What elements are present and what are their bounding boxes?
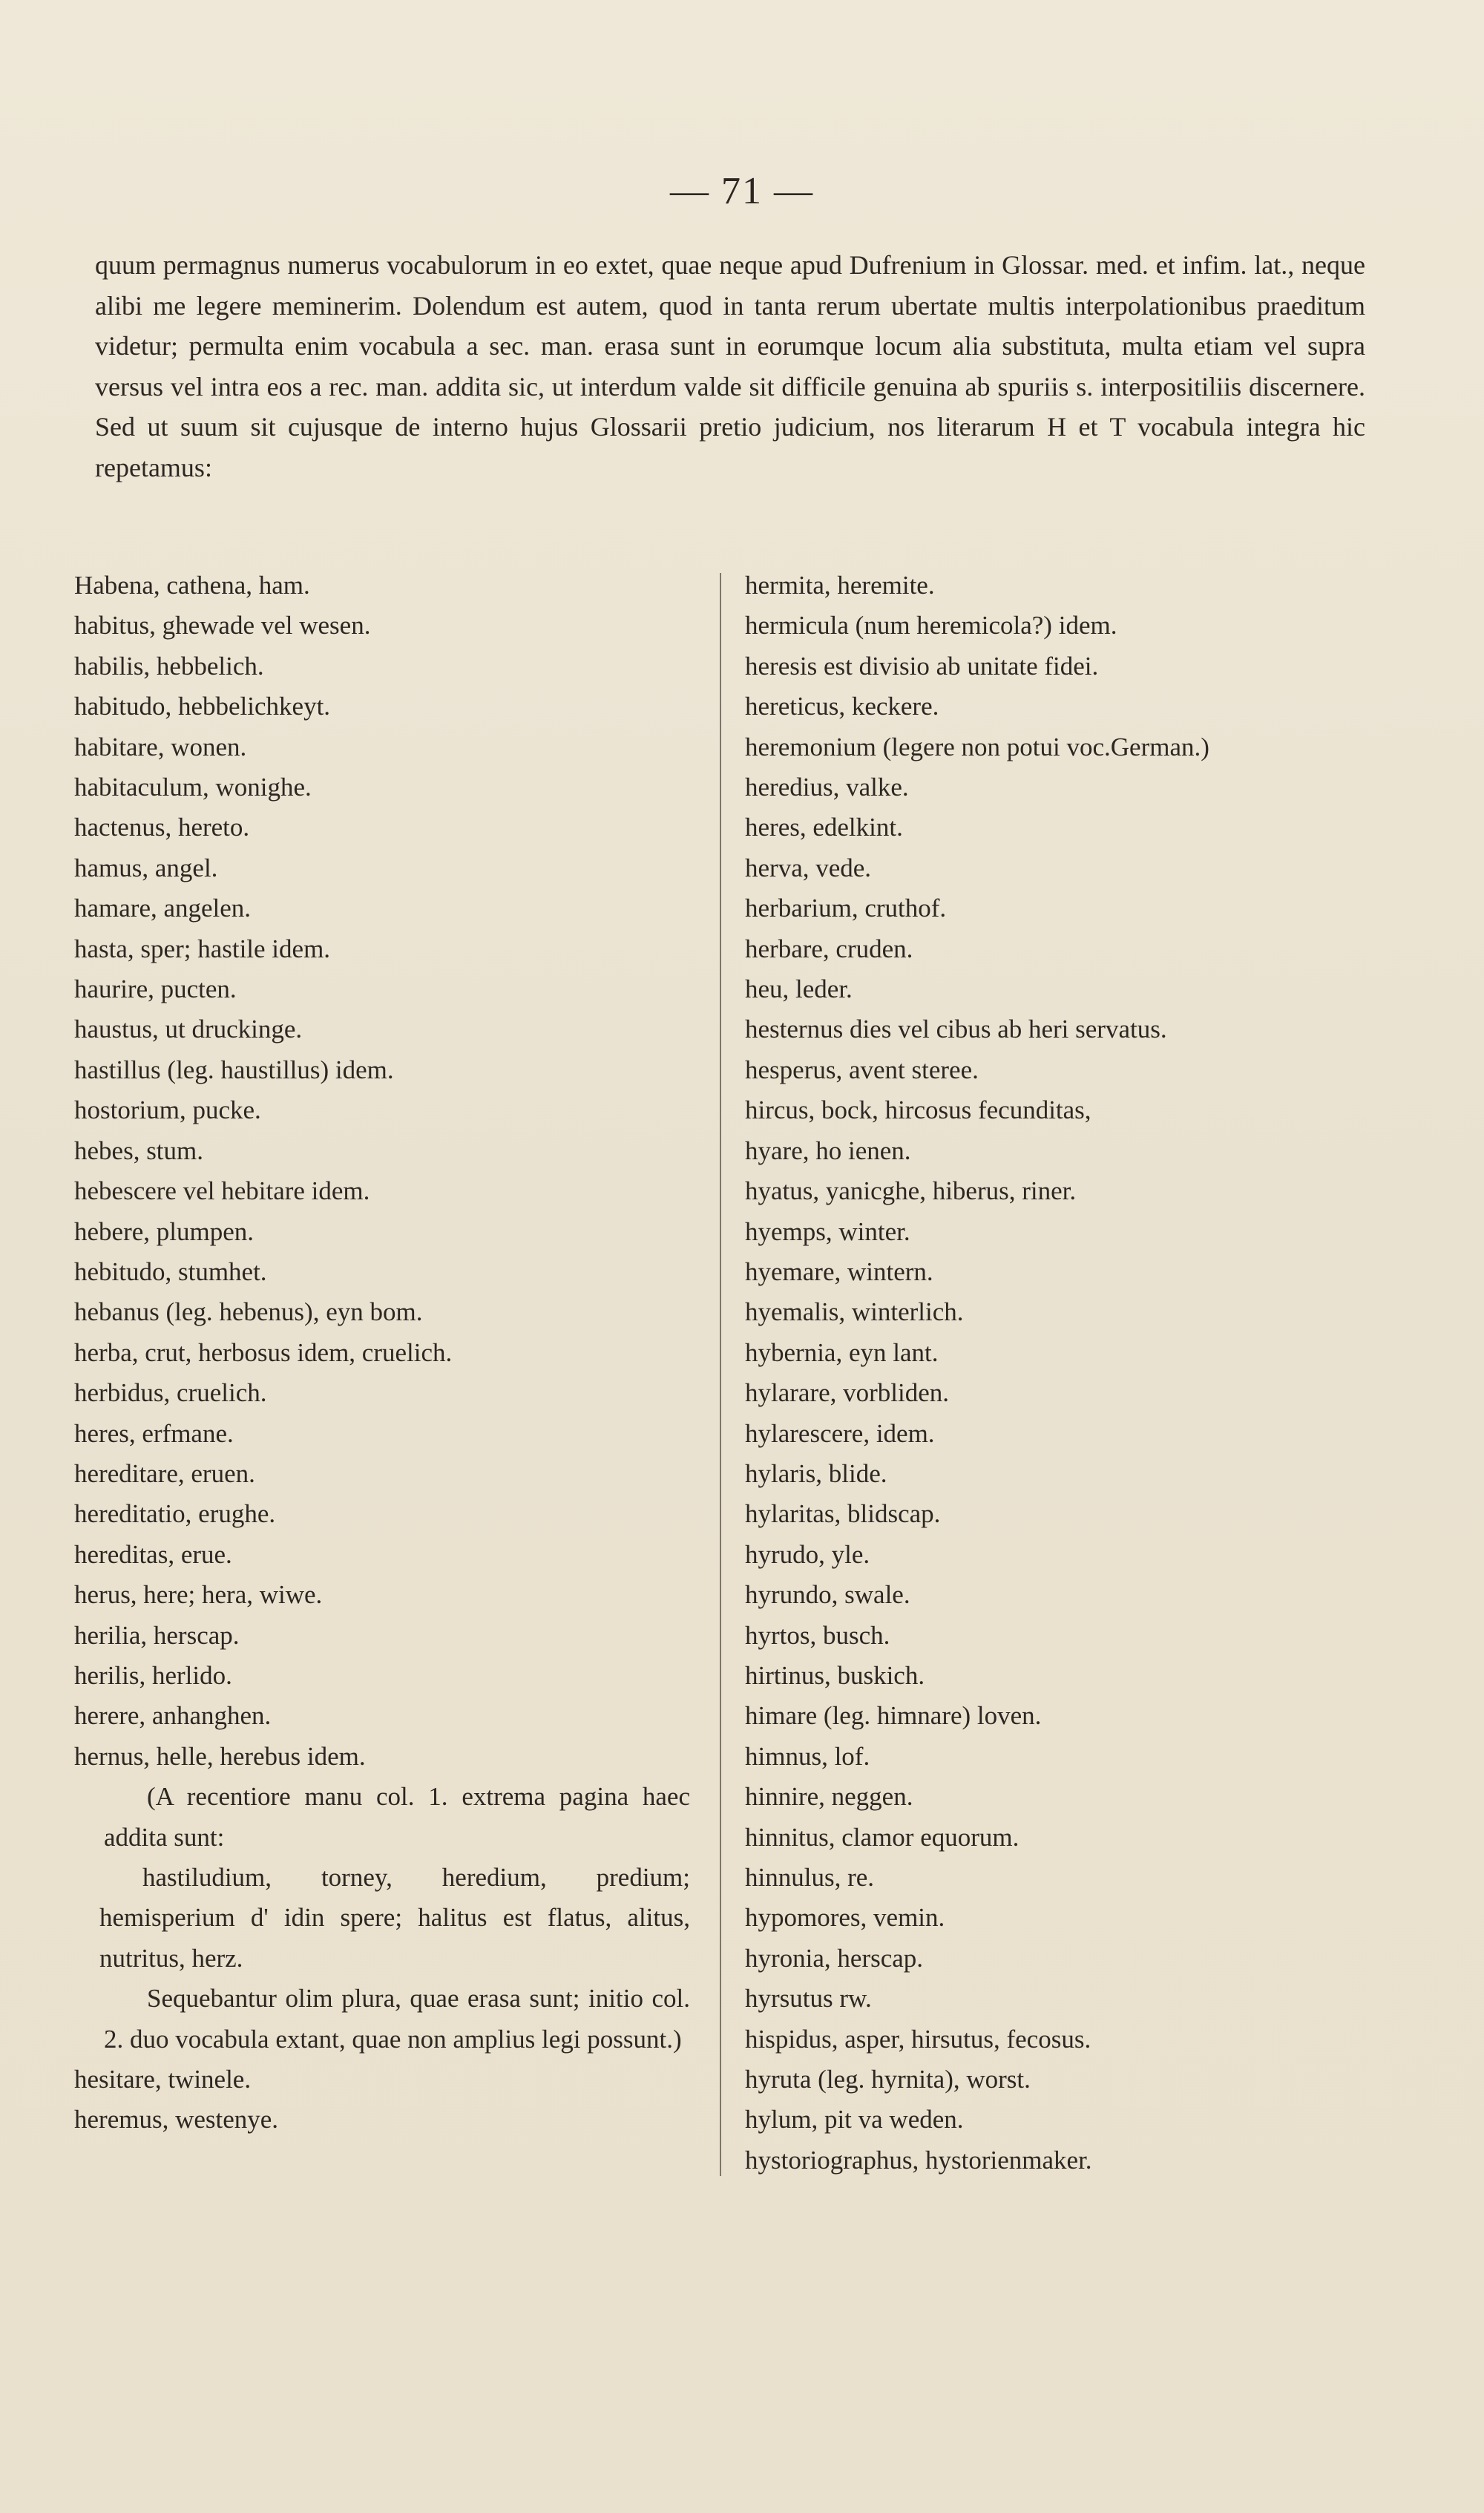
glossary-entry: herilis, herlido. xyxy=(74,1660,232,1690)
glossary-entry: hastillus (leg. haustillus) idem. xyxy=(74,1055,394,1084)
glossary-entry: hebanus (leg. hebenus), eyn bom. xyxy=(74,1297,423,1327)
editor-note-additions: hastiludium, torney, heredium, predium; hemisperium d' idin spere; halitus est flatus, alitus, nutritus, herz. xyxy=(99,1863,690,1973)
glossary-entry: heremonium (legere non potui voc.German.) xyxy=(745,732,1209,761)
glossary-entry: hypomores, vemin. xyxy=(745,1903,945,1933)
glossary-entry: hereditatio, erughe. xyxy=(74,1499,276,1529)
glossary-entry: heu, leder. xyxy=(745,974,853,1004)
glossary-entry: himnus, lof. xyxy=(745,1741,870,1771)
glossary-entry: hyatus, yanicghe, hiberus, riner. xyxy=(745,1176,1077,1206)
glossary-entry: hylarescere, idem. xyxy=(745,1418,935,1448)
glossary-entry: heres, erfmane. xyxy=(74,1418,234,1448)
glossary-entry: hostorium, pucke. xyxy=(74,1095,261,1125)
glossary-entry: hactenus, hereto. xyxy=(74,813,250,842)
editor-note-erasure: Sequebantur olim plura, quae erasa sunt; initio col. 2. duo vocabula extant, quae non amplius legi possunt.) xyxy=(104,1984,690,2054)
glossary-entry: herva, vede. xyxy=(745,853,872,882)
glossary-entry: himare (leg. himnare) loven. xyxy=(745,1701,1042,1731)
glossary-entry: herbarium, cruthof. xyxy=(745,894,947,923)
glossary-entry: hyronia, herscap. xyxy=(745,1943,924,1973)
glossary-entry: hispidus, asper, hirsutus, fecosus. xyxy=(745,2024,1091,2054)
glossary-entry: hylum, pit va weden. xyxy=(745,2105,964,2134)
glossary-entry: herilia, herscap. xyxy=(74,1620,240,1650)
glossary-entry: habitaculum, wonighe. xyxy=(74,773,312,802)
glossary-entry: hinnitus, clamor equorum. xyxy=(745,1822,1020,1852)
glossary-entry: herus, here; hera, wiwe. xyxy=(74,1580,323,1610)
glossary-entry: hesternus dies vel cibus ab heri servatus. xyxy=(745,1015,1167,1044)
glossary-entry: hyrtos, busch. xyxy=(745,1620,890,1650)
glossary-entry: hermita, heremite. xyxy=(745,571,935,600)
glossary-entry: hyemare, wintern. xyxy=(745,1256,933,1286)
glossary-entry: hebitudo, stumhet. xyxy=(74,1256,267,1286)
glossary-entry: herere, anhanghen. xyxy=(74,1701,272,1731)
glossary-entry: habitus, ghewade vel wesen. xyxy=(74,611,371,640)
glossary-entry: hyrudo, yle. xyxy=(745,1539,870,1569)
glossary-entry: hebes, stum. xyxy=(74,1136,204,1165)
intro-paragraph xyxy=(95,245,1365,488)
glossary-entry: hinnulus, re. xyxy=(745,1863,875,1892)
glossary-entry: habitare, wonen. xyxy=(74,732,247,761)
glossary-entry: hystoriographus, hystorienmaker. xyxy=(745,2145,1092,2175)
glossary-entry: hyemalis, winterlich. xyxy=(745,1297,964,1327)
glossary-entry: habitudo, hebbelichkeyt. xyxy=(74,692,331,721)
glossary-entry: heremus, westenye. xyxy=(74,2105,279,2134)
glossary-entry: herba, crut, herbosus idem, cruelich. xyxy=(74,1337,453,1367)
glossary-entry: hyare, ho ienen. xyxy=(745,1136,911,1165)
glossary-entry: hebere, plumpen. xyxy=(74,1216,254,1246)
glossary-entry: heresis est divisio ab unitate fidei. xyxy=(745,651,1099,681)
glossary-entry: hylaris, blide. xyxy=(745,1458,887,1488)
glossary-entry: hirtinus, buskich. xyxy=(745,1660,925,1690)
column-divider xyxy=(720,573,721,2176)
glossary-entry: haurire, pucten. xyxy=(74,974,237,1004)
page-number: — 71 — xyxy=(670,170,814,212)
glossary-entry: hyrundo, swale. xyxy=(745,1580,910,1610)
glossary-entry: hereditas, erue. xyxy=(74,1539,232,1569)
glossary-entry: hereticus, keckere. xyxy=(745,692,939,721)
right-column xyxy=(745,566,1380,2181)
glossary-entry: hybernia, eyn lant. xyxy=(745,1337,939,1367)
glossary-entry: hinnire, neggen. xyxy=(745,1782,913,1812)
glossary-entry: Habena, cathena, ham. xyxy=(74,571,310,600)
glossary-entry: hyruta (leg. hyrnita), worst. xyxy=(745,2065,1031,2094)
glossary-entry: hyrsutus rw. xyxy=(745,1984,872,2014)
glossary-entry: hesperus, avent steree. xyxy=(745,1055,979,1084)
glossary-entry: herbidus, cruelich. xyxy=(74,1378,267,1408)
intro-text: quum permagnus numerus vocabulorum in eo extet, quae neque apud Dufrenium in Glossar. med. et infim. lat., neque alibi me legere meminerim. Dolendum est autem, quod in tanta rerum ubertate multis interpolationibus praeditum videtur; permulta enim vocabula a sec. man. erasa sunt in eorumque locum alia substituta, multa etiam vel supra versus vel intra eos a rec. man. addita sic, ut interdum valde sit difficile genuina ab spuriis s. interpositiliis discernere. Sed ut suum sit cujusque de interno hujus Glossarii pretio judicium, nos literarum H et T vocabula integra hic repetamus: xyxy=(95,250,1365,482)
glossary-entry: hircus, bock, hircosus fecunditas, xyxy=(745,1095,1091,1125)
glossary-entry: habilis, hebbelich. xyxy=(74,651,264,681)
glossary-entry: hylaritas, blidscap. xyxy=(745,1499,941,1529)
editor-note: (A recentiore manu col. 1. extrema pagina haec addita sunt: xyxy=(104,1782,690,1852)
glossary-entry: hyemps, winter. xyxy=(745,1216,910,1246)
glossary-entry: hebescere vel hebitare idem. xyxy=(74,1176,370,1206)
glossary-entry: hermicula (num heremicola?) idem. xyxy=(745,611,1117,640)
glossary-entry: hamus, angel. xyxy=(74,853,218,882)
glossary-entry: hernus, helle, herebus idem. xyxy=(74,1741,366,1771)
glossary-entry: herbare, cruden. xyxy=(745,934,913,963)
glossary-entry: haustus, ut druckinge. xyxy=(74,1015,303,1044)
glossary-entry: hereditare, eruen. xyxy=(74,1458,255,1488)
glossary-entry: hasta, sper; hastile idem. xyxy=(74,934,331,963)
glossary-entry: heredius, valke. xyxy=(745,773,909,802)
left-column xyxy=(74,566,690,2140)
glossary-entry: hylarare, vorbliden. xyxy=(745,1378,950,1408)
glossary-entry: hamare, angelen. xyxy=(74,894,252,923)
glossary-entry: hesitare, twinele. xyxy=(74,2065,252,2094)
glossary-columns xyxy=(74,566,1380,2198)
glossary-entry: heres, edelkint. xyxy=(745,813,903,842)
